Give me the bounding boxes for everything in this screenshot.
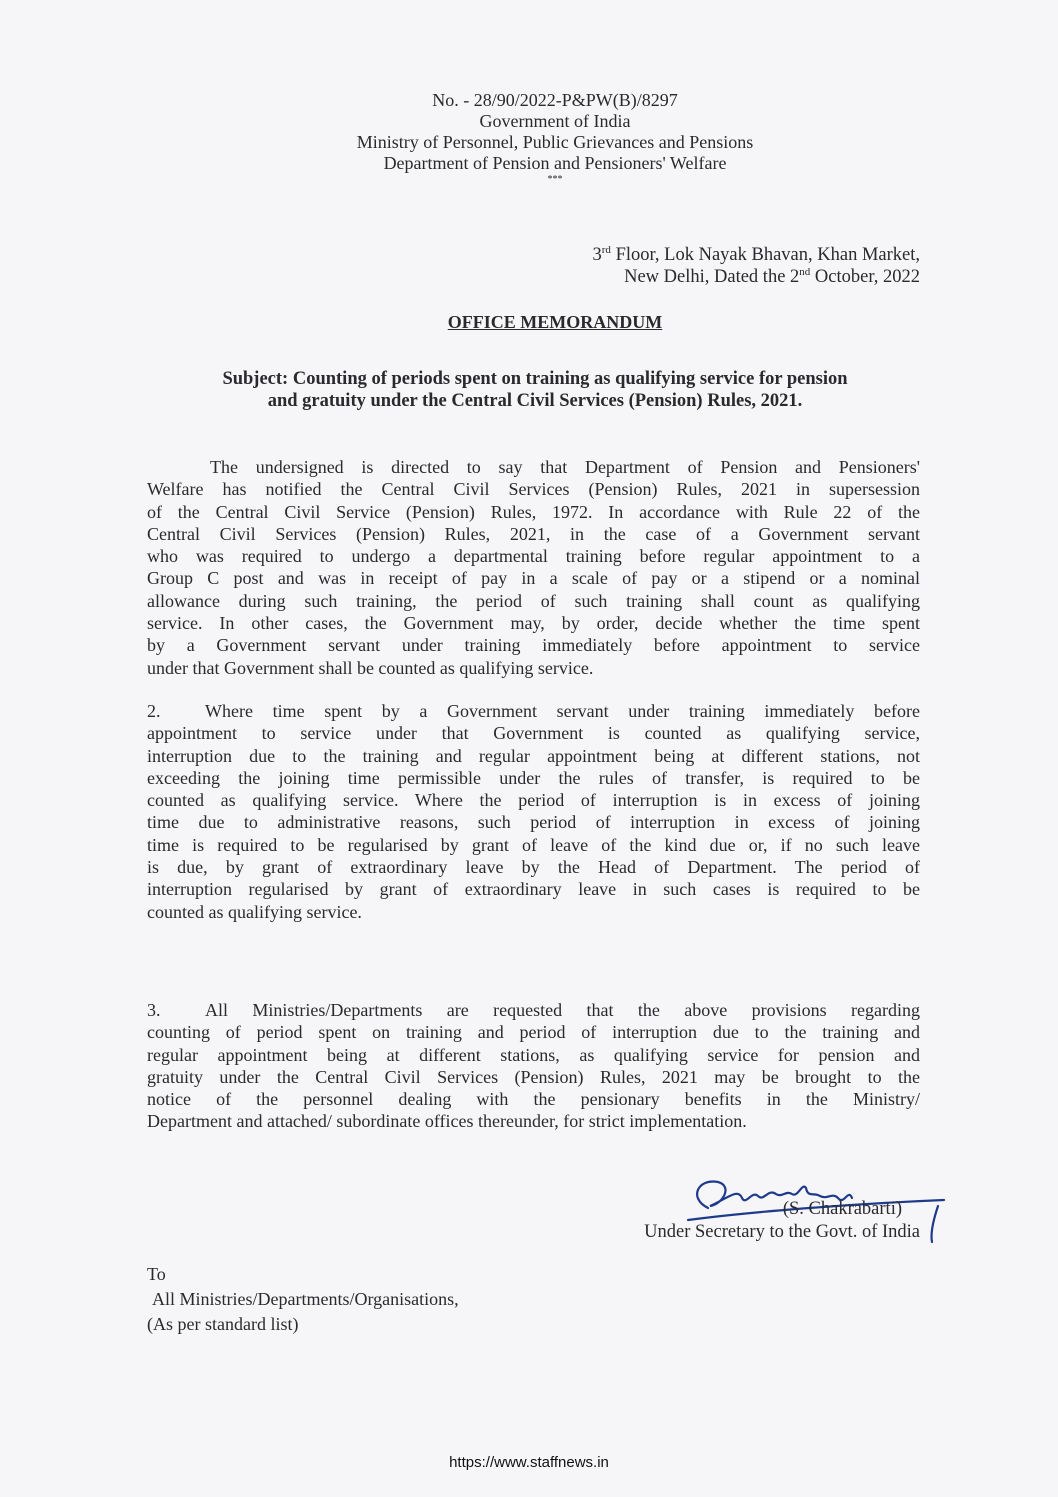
subject-line-1: Subject: Counting of periods spent on training as qualifying service for pension — [222, 369, 848, 389]
paragraph-line: interruption due to the training and regular appointment being at different stations, not — [147, 745, 920, 766]
recipient-line-2: (As per standard list) — [147, 1314, 299, 1334]
paragraph-1 — [147, 456, 920, 679]
signature-block — [644, 1198, 920, 1244]
address-line-1 — [593, 244, 920, 266]
floor-suffix: rd — [601, 244, 611, 256]
paragraph-line: time due to administrative reasons, such period of interruption in excess of joining — [147, 812, 920, 833]
paragraph-line: interruption regularised by grant of extraordinary leave in such cases is required to be — [147, 879, 920, 900]
paragraph-line: exceeding the joining time permissible under the rules of transfer, is required to be — [147, 767, 920, 788]
floor-number: 3 — [592, 245, 602, 265]
source-url[interactable]: https://www.staffnews.in — [449, 1454, 609, 1471]
ministry-name: Ministry of Personnel, Public Grievances and Pensions — [356, 132, 754, 152]
file-number: No. - 28/90/2022-P&PW(B)/8297 — [432, 90, 678, 110]
to-label: To — [147, 1264, 166, 1284]
paragraph-line: regular appointment being at different stations, as qualifying service for pension and — [147, 1044, 920, 1065]
department-name: Department of Pension and Pensioners' Welfare — [383, 153, 727, 173]
recipient-line-1: All Ministries/Departments/Organisations, — [152, 1289, 459, 1309]
paragraph-line — [147, 999, 920, 1021]
paragraph-line: Department and attached/ subordinate offices thereunder, for strict implementation. — [147, 1111, 747, 1132]
address-text: Floor, Lok Nayak Bhavan, Khan Market, — [610, 245, 920, 265]
paragraph-line: service. In other cases, the Government may, by order, decide whether the time spent — [147, 613, 920, 634]
paragraph-line: gratuity under the Central Civil Services (Pension) Rules, 2021 may be brought to the — [147, 1066, 920, 1087]
paragraph-2 — [147, 700, 920, 923]
subject — [150, 368, 920, 412]
paragraph-line: of the Central Civil Service (Pension) Rules, 1972. In accordance with Rule 22 of the — [147, 501, 920, 522]
paragraph-line — [147, 700, 920, 722]
date-line — [593, 266, 920, 288]
office-address — [593, 244, 920, 288]
separator-stars: *** — [547, 174, 563, 185]
paragraph-line: counted as qualifying service. — [147, 901, 362, 922]
paragraph-3 — [147, 999, 920, 1133]
signatory-designation: Under Secretary to the Govt. of India — [644, 1222, 920, 1242]
subject-line-2: and gratuity under the Central Civil Services (Pension) Rules, 2021. — [267, 391, 803, 411]
paragraph-line: counting of period spent on training and period of interruption due to the training and — [147, 1022, 920, 1043]
paragraph-number: 3. — [147, 1000, 161, 1020]
paragraph-line: notice of the personnel dealing with the pensionary benefits in the Ministry/ — [147, 1089, 920, 1110]
paragraph-line-text: All Ministries/Departments are requested that the above provisions regarding — [205, 1000, 920, 1020]
paragraph-line: by a Government servant under training immediately before appointment to service — [147, 635, 920, 656]
paragraph-line: counted as qualifying service. Where the period of interruption is in excess of joining — [147, 790, 920, 811]
signatory-name: (S. Chakrabarti) — [782, 1199, 902, 1219]
date-rest: October, 2022 — [810, 267, 920, 287]
paragraph-line: is due, by grant of extraordinary leave by the Head of Department. The period of — [147, 857, 920, 878]
letterhead — [0, 90, 1058, 186]
paragraph-line: who was required to undergo a departmental training before regular appointment to a — [147, 546, 920, 567]
paragraph-line-text: Where time spent by a Government servant under training immediately before — [205, 701, 920, 721]
paragraph-line: allowance during such training, the period of such training shall count as qualifying — [147, 590, 920, 611]
paragraph-line: under that Government shall be counted as qualifying service. — [147, 657, 594, 678]
paragraph-line: The undersigned is directed to say that Department of Pension and Pensioners' — [210, 457, 920, 477]
paragraph-number: 2. — [147, 701, 161, 721]
paragraph-line: appointment to service under that Government is counted as qualifying service, — [147, 723, 920, 744]
recipients — [147, 1262, 459, 1337]
paragraph-line: time is required to be regularised by grant of leave of the kind due or, if no such leave — [147, 834, 920, 855]
paragraph-line: Group C post and was in receipt of pay in a scale of pay or a stipend or a nominal — [147, 568, 920, 589]
date-prefix: New Delhi, Dated the 2 — [624, 267, 800, 287]
paragraph-line: Central Civil Services (Pension) Rules, 2021, in the case of a Government servant — [147, 523, 920, 544]
government-name: Government of India — [479, 111, 631, 131]
day-suffix: nd — [799, 266, 811, 278]
paragraph-line: Welfare has notified the Central Civil Services (Pension) Rules, 2021 in supersession — [147, 479, 920, 500]
memo-title: OFFICE MEMORANDUM — [447, 312, 663, 332]
